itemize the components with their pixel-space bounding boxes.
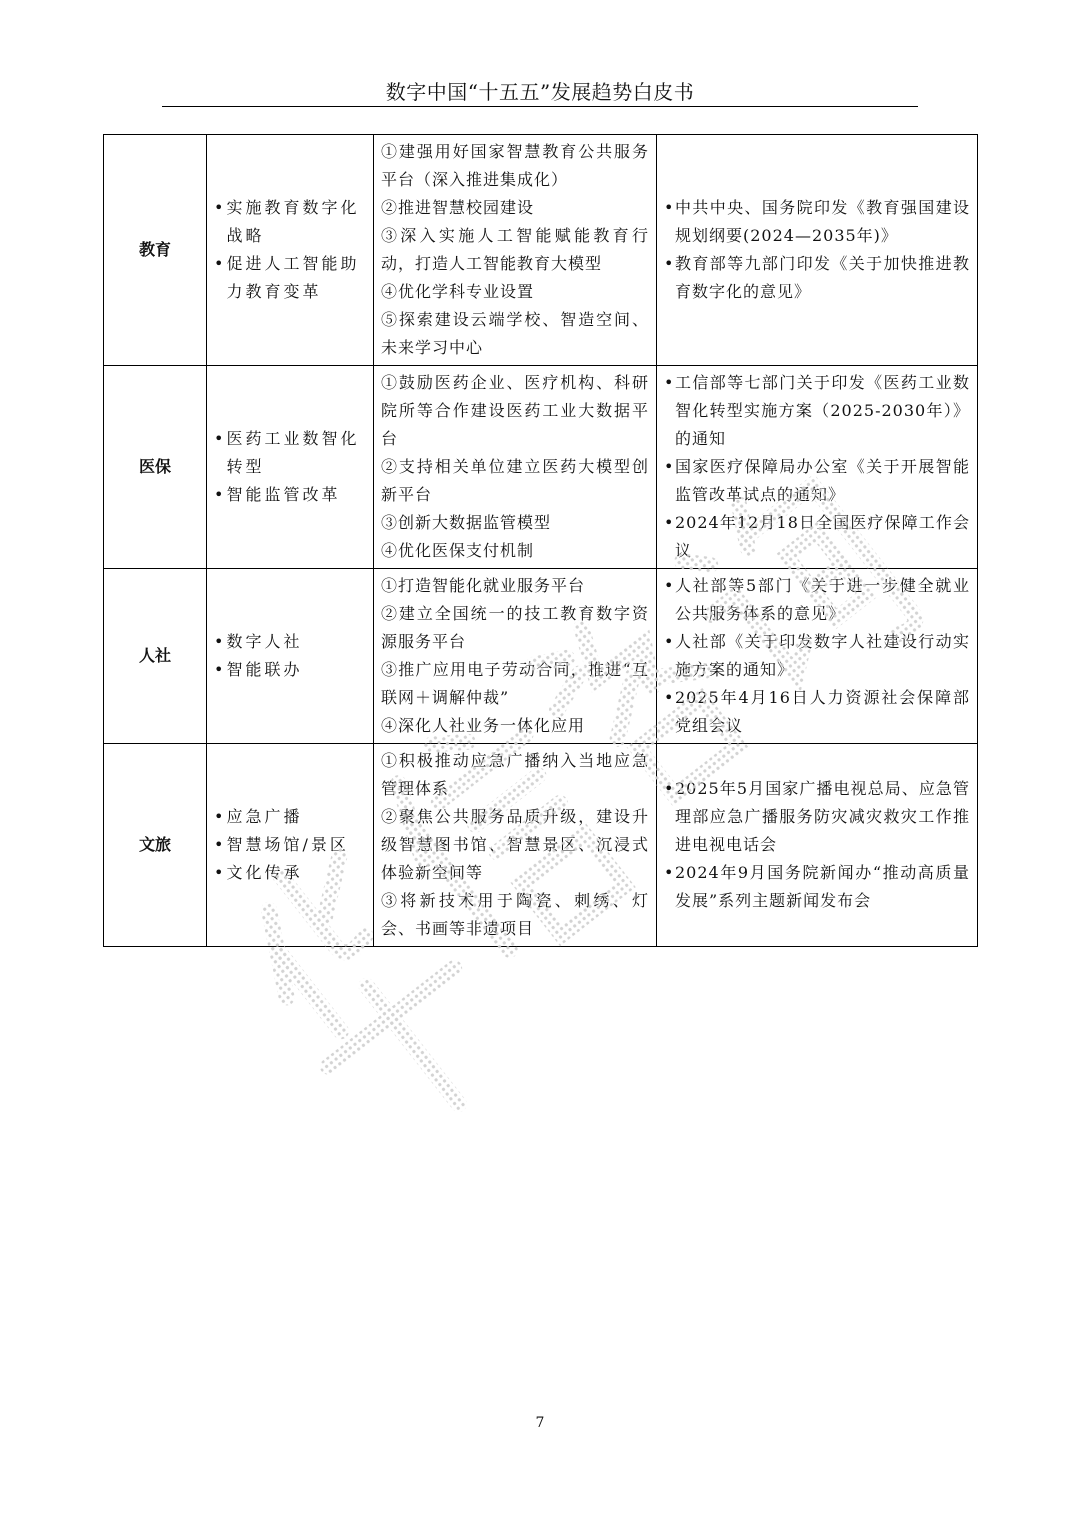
tasks-cell xyxy=(374,135,657,366)
page-number: 7 xyxy=(535,1415,545,1431)
task-item: ③推广应用电子劳动合同，推进“互联网＋调解仲裁” xyxy=(381,660,649,707)
policy-item: • 2025年5月国家广播电视总局、应急管理部应急广播服务防灾减灾救灾工作推进电视电话会 xyxy=(664,779,970,854)
header-rule xyxy=(162,106,918,107)
policies-cell xyxy=(657,135,978,366)
tasks-cell xyxy=(374,744,657,947)
table-row xyxy=(104,135,978,366)
directions-cell xyxy=(207,744,374,947)
policies-cell xyxy=(657,366,978,569)
category-cell: 文旅 xyxy=(104,744,207,947)
page-header-title: 数字中国“十五五”发展趋势白皮书 xyxy=(385,80,695,104)
policy-item: • 2024年9月国务院新闻办“推动高质量发展”系列主题新闻发布会 xyxy=(664,863,970,910)
direction-item: • 智慧场馆/景区 xyxy=(214,835,349,854)
category-cell: 人社 xyxy=(104,569,207,744)
task-item: ③深入实施人工智能赋能教育行动，打造人工智能教育大模型 xyxy=(381,226,649,273)
policy-item: • 教育部等九部门印发《关于加快推进教育数字化的意见》 xyxy=(664,254,970,301)
direction-item: • 智能联办 xyxy=(214,660,303,679)
tasks-cell xyxy=(374,569,657,744)
task-item: ①积极推动应急广播纳入当地应急管理体系 xyxy=(381,751,649,798)
tasks-cell xyxy=(374,366,657,569)
task-item: ④优化学科专业设置 xyxy=(381,282,535,301)
table-row xyxy=(104,569,978,744)
policy-item: • 人社部等5部门《关于进一步健全就业公共服务体系的意见》 xyxy=(664,576,970,623)
task-item: ②支持相关单位建立医药大模型创新平台 xyxy=(381,457,649,504)
policy-item: • 工信部等七部门关于印发《医药工业数智化转型实施方案（2025-2030年）》的通知 xyxy=(664,373,970,448)
direction-item: • 实施教育数字化战略 xyxy=(214,198,360,245)
policy-table xyxy=(103,134,978,947)
direction-item: • 促进人工智能助力教育变革 xyxy=(214,254,360,301)
policy-item: • 2025年4月16日人力资源社会保障部党组会议 xyxy=(664,688,970,735)
task-item: ①建强用好国家智慧教育公共服务平台（深入推进集成化） xyxy=(381,142,649,189)
policy-item: • 国家医疗保障局办公室《关于开展智能监管改革试点的通知》 xyxy=(664,457,970,504)
policies-cell xyxy=(657,744,978,947)
task-item: ④深化人社业务一体化应用 xyxy=(381,716,586,735)
policy-item: • 中共中央、国务院印发《教育强国建设规划纲要(2024—2035年)》 xyxy=(664,198,970,245)
task-item: ②聚焦公共服务品质升级，建设升级智慧图书馆、智慧景区、沉浸式体验新空间等 xyxy=(381,807,649,882)
directions-cell xyxy=(207,135,374,366)
directions-cell xyxy=(207,569,374,744)
task-item: ③创新大数据监管模型 xyxy=(381,513,552,532)
direction-item: • 应急广播 xyxy=(214,807,303,826)
task-item: ④优化医保支付机制 xyxy=(381,541,535,560)
direction-item: • 数字人社 xyxy=(214,632,303,651)
task-item: ①打造智能化就业服务平台 xyxy=(381,576,586,595)
task-item: ⑤探索建设云端学校、智造空间、未来学习中心 xyxy=(381,310,649,357)
policy-item: • 人社部《关于印发数字人社建设行动实施方案的通知》 xyxy=(664,632,970,679)
task-item: ②推进智慧校园建设 xyxy=(381,198,535,217)
policies-cell xyxy=(657,569,978,744)
table-row xyxy=(104,366,978,569)
task-item: ③将新技术用于陶瓷、刺绣、灯会、书画等非遗项目 xyxy=(381,891,649,938)
direction-item: • 医药工业数智化转型 xyxy=(214,429,360,476)
task-item: ①鼓励医药企业、医疗机构、科研院所等合作建设医药工业大数据平台 xyxy=(381,373,649,448)
task-item: ②建立全国统一的技工教育数字资源服务平台 xyxy=(381,604,649,651)
policy-item: • 2024年12月18日全国医疗保障工作会议 xyxy=(664,513,970,560)
direction-item: • 文化传承 xyxy=(214,863,303,882)
direction-item: • 智能监管改革 xyxy=(214,485,341,504)
table-row xyxy=(104,744,978,947)
category-cell: 医保 xyxy=(104,366,207,569)
category-cell: 教育 xyxy=(104,135,207,366)
directions-cell xyxy=(207,366,374,569)
